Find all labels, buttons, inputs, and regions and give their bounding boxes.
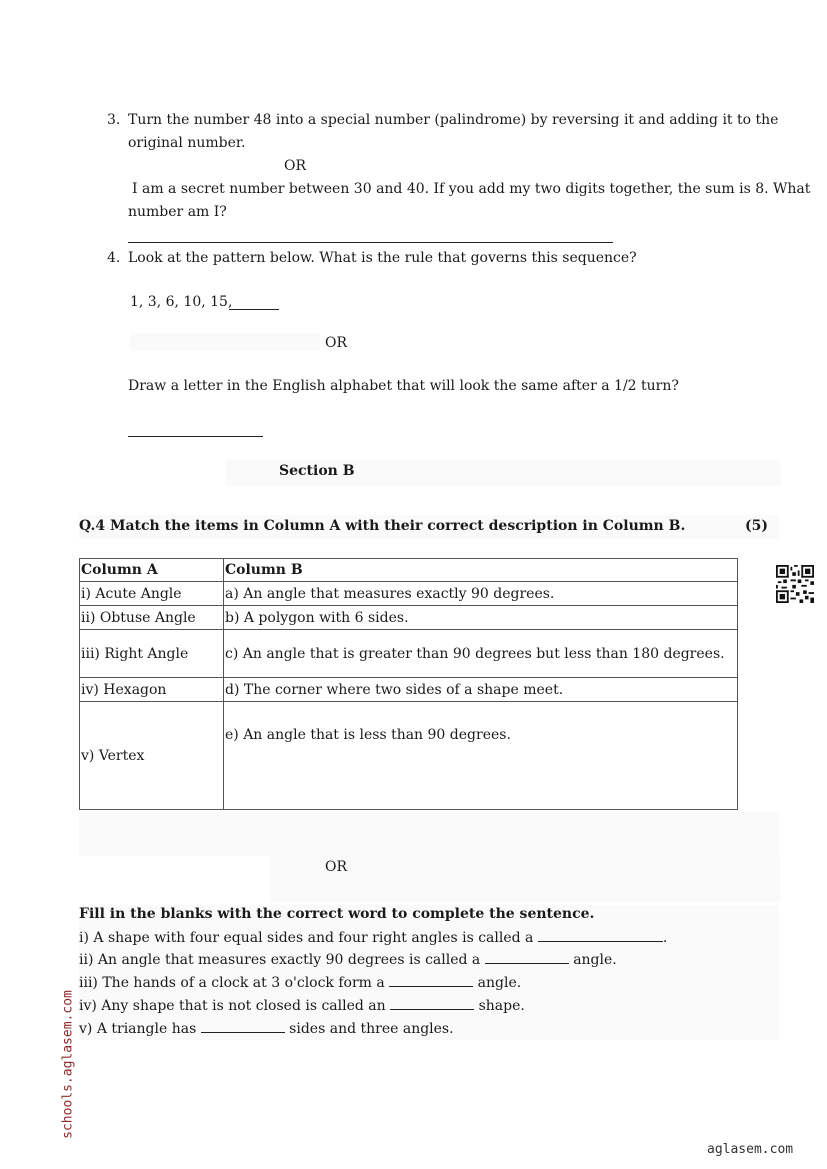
fill-blank-text: iv) Any shape that is not closed is called an xyxy=(79,998,386,1014)
fill-blank-suffix: shape. xyxy=(478,998,525,1014)
table-header-row xyxy=(80,559,738,582)
fill-blank-text: iii) The hands of a clock at 3 o'clock form a xyxy=(79,975,385,991)
fill-blank-text: ii) An angle that measures exactly 90 degrees is called a xyxy=(79,952,481,968)
q4-alt-text: Draw a letter in the English alphabet that will look the same after a 1/2 turn? xyxy=(128,378,679,394)
column-b-cell: b) A polygon with 6 sides. xyxy=(224,606,738,630)
fill-blank-item xyxy=(79,928,667,947)
fill-blank-suffix: . xyxy=(662,930,668,946)
q3-text-line1: Turn the number 48 into a special number (palindrome) by reversing it and adding it to the xyxy=(128,112,779,128)
match-or-label: OR xyxy=(325,859,348,875)
section-b-title: Section B xyxy=(279,463,355,479)
column-a-cell: iii) Right Angle xyxy=(80,630,224,678)
q4-sequence-blank[interactable] xyxy=(229,309,279,310)
column-b-cell: d) The corner where two sides of a shape meet. xyxy=(224,678,738,702)
column-a-cell: v) Vertex xyxy=(80,702,224,810)
fill-blank-answer[interactable] xyxy=(390,996,474,1010)
footer-watermark: aglasem.com xyxy=(707,1142,794,1157)
q3-text-line2: original number. xyxy=(128,135,246,151)
q3-alt-line1: I am a secret number between 30 and 40. If you add my two digits together, the sum is 8. What xyxy=(132,181,811,197)
column-b-cell: a) An angle that measures exactly 90 degrees. xyxy=(224,582,738,606)
q4-text: Look at the pattern below. What is the rule that governs this sequence? xyxy=(128,250,637,266)
table-row xyxy=(80,678,738,702)
q4-sequence: 1, 3, 6, 10, 15, xyxy=(130,294,233,310)
column-b-header: Column B xyxy=(224,559,738,582)
column-a-cell: iv) Hexagon xyxy=(80,678,224,702)
fill-blank-answer[interactable] xyxy=(201,1019,285,1033)
q3-number: 3. xyxy=(107,112,121,128)
fill-blank-item xyxy=(79,950,617,969)
q4-number: 4. xyxy=(107,250,121,266)
fill-blank-item xyxy=(79,1019,454,1038)
match-table xyxy=(79,558,738,810)
fill-blank-answer[interactable] xyxy=(389,973,473,987)
q3-alt-line2: number am I? xyxy=(128,204,227,220)
table-row xyxy=(80,630,738,678)
q3-or-label: OR xyxy=(284,158,307,174)
fill-blank-item xyxy=(79,973,521,992)
q3-answer-line[interactable] xyxy=(128,242,613,243)
fill-blank-suffix: angle. xyxy=(573,952,617,968)
column-b-cell: c) An angle that is greater than 90 degrees but less than 180 degrees. xyxy=(224,630,738,678)
column-a-cell: ii) Obtuse Angle xyxy=(80,606,224,630)
q4-or-label: OR xyxy=(325,335,348,351)
match-question-heading: Q.4 Match the items in Column A with their correct description in Column B. xyxy=(79,518,686,534)
fill-blank-answer[interactable] xyxy=(538,928,663,942)
fill-blank-answer[interactable] xyxy=(485,950,569,964)
fill-blank-suffix: sides and three angles. xyxy=(289,1021,454,1037)
column-a-header: Column A xyxy=(80,559,224,582)
qr-code-icon xyxy=(776,565,814,603)
fill-blank-text: i) A shape with four equal sides and four right angles is called a xyxy=(79,930,534,946)
fill-blank-item xyxy=(79,996,525,1015)
side-watermark: schools.aglasem.com xyxy=(60,990,76,1139)
match-question-marks: (5) xyxy=(745,518,768,534)
column-a-cell: i) Acute Angle xyxy=(80,582,224,606)
q4-answer-line[interactable] xyxy=(128,436,263,437)
fill-blank-suffix: angle. xyxy=(477,975,522,991)
table-row xyxy=(80,582,738,606)
table-row xyxy=(80,702,738,810)
fill-blanks-heading: Fill in the blanks with the correct word to complete the sentence. xyxy=(79,906,595,922)
fill-blank-text: v) A triangle has xyxy=(79,1021,197,1037)
column-b-cell: e) An angle that is less than 90 degrees. xyxy=(224,702,738,810)
table-row xyxy=(80,606,738,630)
